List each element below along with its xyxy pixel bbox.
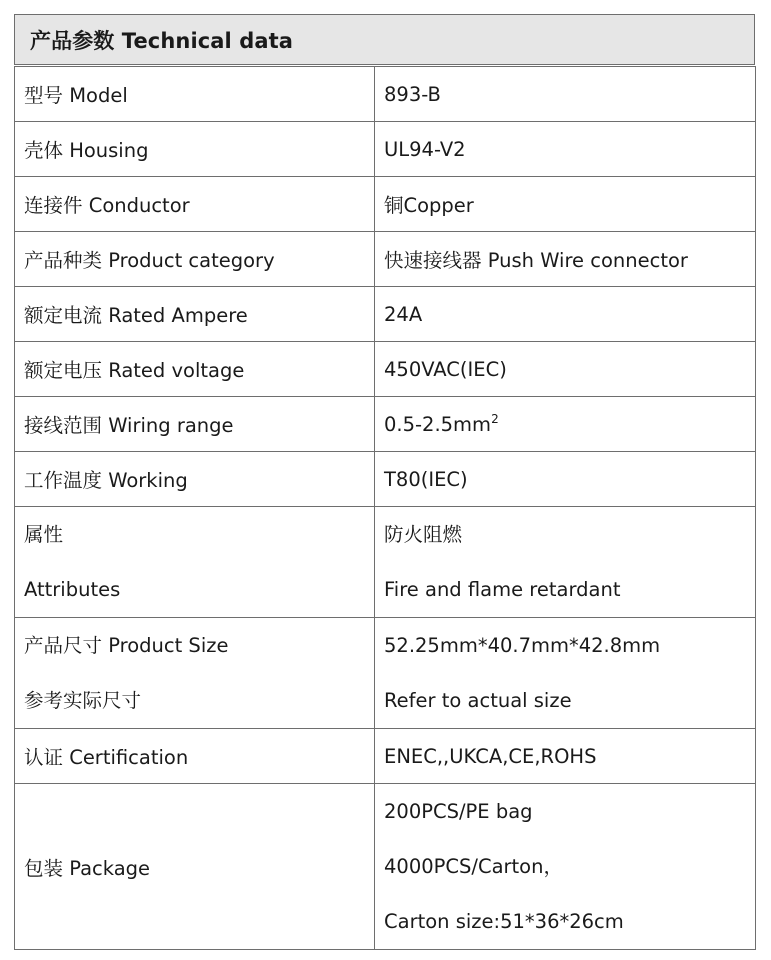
row-value bbox=[375, 397, 756, 452]
table-row-attributes bbox=[15, 507, 756, 618]
row-label: 包装 Package bbox=[15, 784, 375, 950]
table-row-rated-voltage bbox=[15, 342, 756, 397]
value-line: 4000PCS/Carton， bbox=[384, 855, 563, 878]
table-row-working-temperature bbox=[15, 452, 756, 507]
row-label: 认证 Certification bbox=[15, 729, 375, 784]
row-value: UL94-V2 bbox=[375, 122, 756, 177]
row-label: 产品种类 Product category bbox=[15, 232, 375, 287]
row-value: 铜Copper bbox=[375, 177, 756, 232]
row-value bbox=[375, 784, 756, 950]
row-label: 工作温度 Working bbox=[15, 452, 375, 507]
value-line: 200PCS/PE bag bbox=[384, 800, 533, 823]
row-label: 额定电压 Rated voltage bbox=[15, 342, 375, 397]
row-value bbox=[375, 618, 756, 729]
label-line: 参考实际尺寸 bbox=[24, 689, 142, 712]
label-line: 属性 bbox=[24, 523, 64, 546]
table-row-product-category bbox=[15, 232, 756, 287]
row-label: 接线范围 Wiring range bbox=[15, 397, 375, 452]
value-line: Fire and flame retardant bbox=[384, 578, 621, 601]
technical-data-table bbox=[14, 66, 756, 950]
value-line: 52.25mm*40.7mm*42.8mm bbox=[384, 634, 661, 657]
value-line: Carton size:51*36*26cm bbox=[384, 910, 624, 933]
table-row-housing bbox=[15, 122, 756, 177]
table-row-rated-ampere bbox=[15, 287, 756, 342]
table-title: 产品参数 Technical data bbox=[14, 14, 755, 65]
technical-data-sheet bbox=[14, 14, 755, 950]
table-row-wiring-range bbox=[15, 397, 756, 452]
table-row-conductor bbox=[15, 177, 756, 232]
row-value bbox=[375, 507, 756, 618]
row-value: ENEC,,UKCA,CE,ROHS bbox=[375, 729, 756, 784]
label-line: Attributes bbox=[24, 578, 121, 601]
table-row-certification bbox=[15, 729, 756, 784]
value-line: Refer to actual size bbox=[384, 689, 572, 712]
superscript-exponent: 2 bbox=[491, 412, 499, 426]
row-value: 快速接线器 Push Wire connector bbox=[375, 232, 756, 287]
row-label: 连接件 Conductor bbox=[15, 177, 375, 232]
row-label bbox=[15, 507, 375, 618]
table-row-model bbox=[15, 67, 756, 122]
table-row-product-size bbox=[15, 618, 756, 729]
value-line: 防火阻燃 bbox=[384, 523, 463, 546]
table-row-package bbox=[15, 784, 756, 950]
row-label: 壳体 Housing bbox=[15, 122, 375, 177]
row-label: 型号 Model bbox=[15, 67, 375, 122]
label-line: 产品尺寸 Product Size bbox=[24, 634, 229, 657]
row-value: 450VAC(IEC) bbox=[375, 342, 756, 397]
row-label bbox=[15, 618, 375, 729]
row-value: T80(IEC) bbox=[375, 452, 756, 507]
wiring-range-value: 0.5-2.5mm bbox=[384, 413, 492, 436]
row-value: 893-B bbox=[375, 67, 756, 122]
row-label: 额定电流 Rated Ampere bbox=[15, 287, 375, 342]
row-value: 24A bbox=[375, 287, 756, 342]
